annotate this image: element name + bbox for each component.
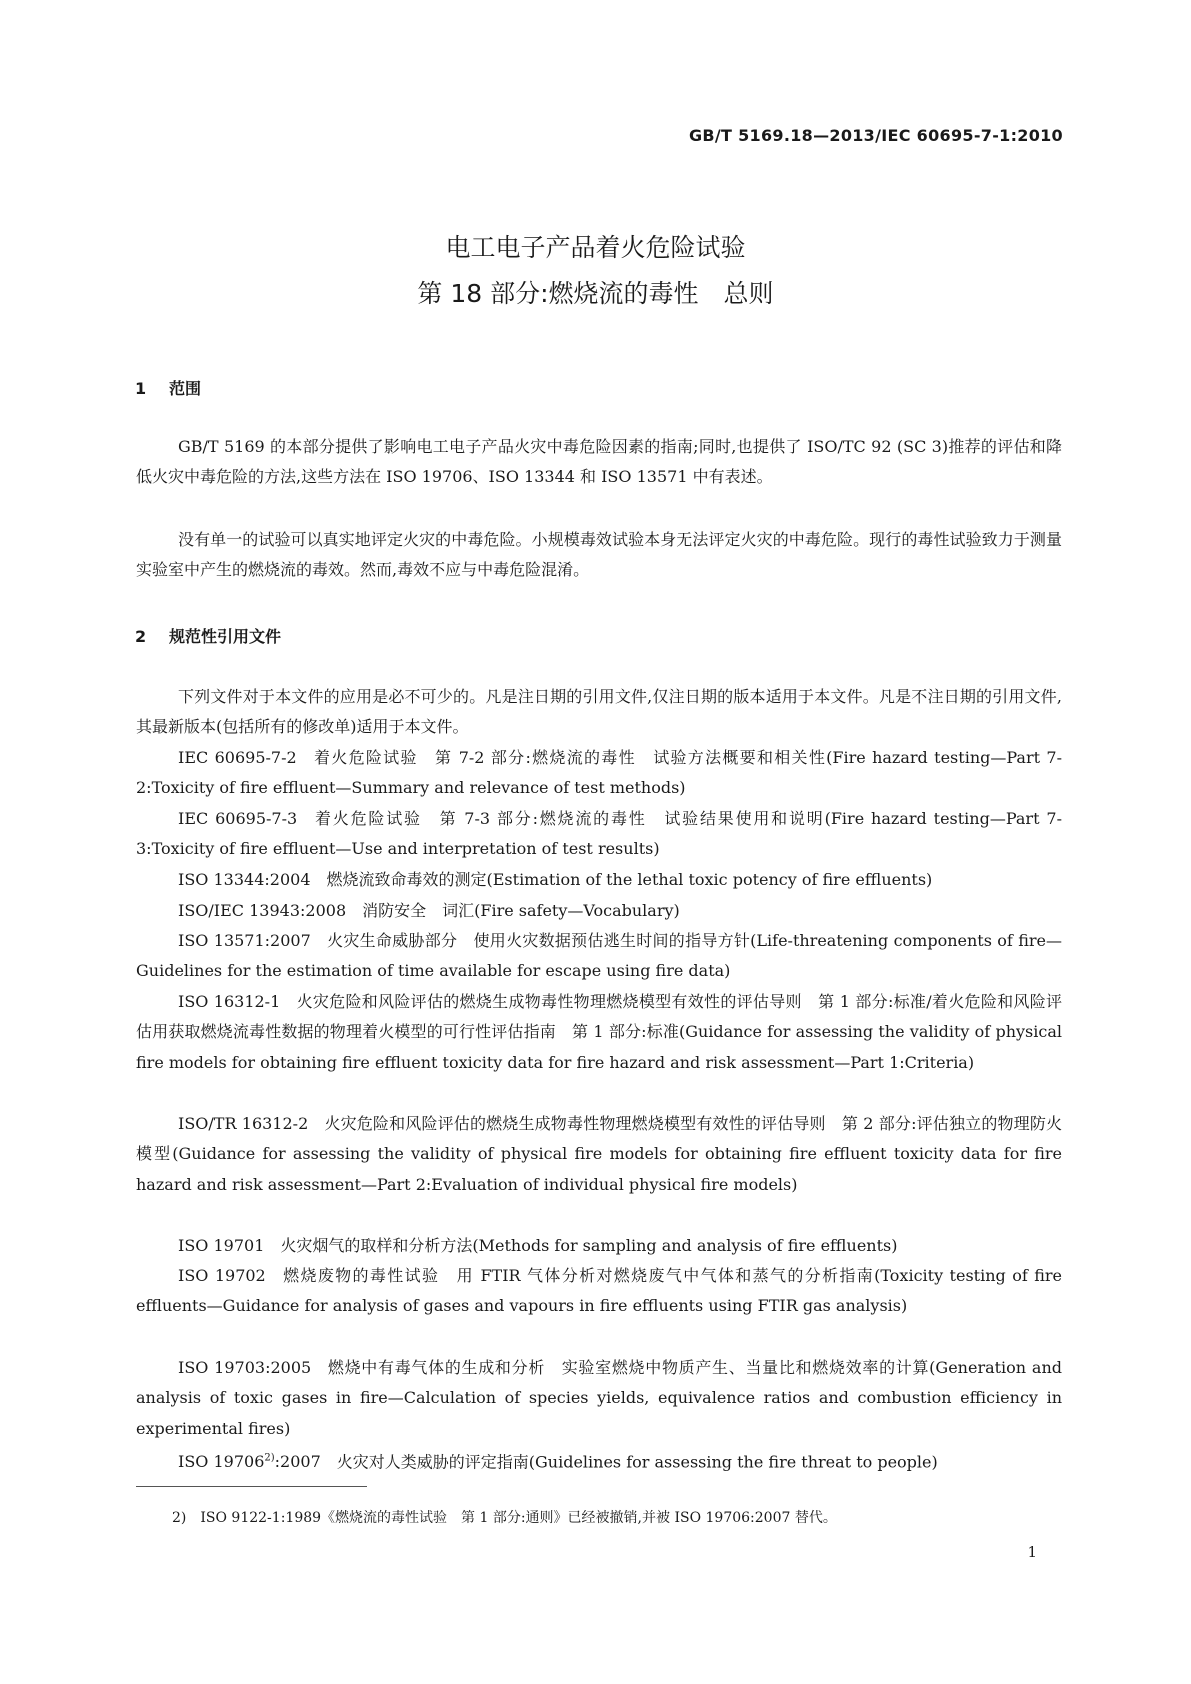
reference-item [136, 804, 1062, 865]
reference-code: ISO 19703:2005 [178, 1358, 312, 1377]
reference-code: IEC 60695-7-3 [178, 809, 298, 828]
reference-item [136, 987, 1062, 1078]
section-title: 规范性引用文件 [169, 627, 282, 646]
footnote-text: ISO 9122-1:1989《燃烧流的毒性试验 第 1 部分:通则》已经被撤销,并被 ISO 19706:2007 替代。 [200, 1510, 837, 1526]
standard-code: GB/T 5169.18—2013/IEC 60695-7-1:2010 [688, 126, 1063, 145]
reference-item [136, 896, 1062, 926]
document-title-line1: 电工电子产品着火危险试验 [445, 233, 746, 262]
reference-item [136, 1261, 1062, 1322]
reference-text: 火灾对人类威胁的评定指南(Guidelines for assessing the fire threat to people) [336, 1452, 938, 1472]
reference-item [136, 1353, 1062, 1444]
document-title-line2: 第 18 部分:燃烧流的毒性 总则 [417, 279, 774, 308]
footnote-marker: 2) [172, 1510, 187, 1526]
reference-item [136, 743, 1062, 804]
reference-text: 燃烧流致命毒效的测定(Estimation of the lethal toxic potency of fire effluents) [326, 870, 933, 889]
page-number: 1 [1027, 1543, 1037, 1561]
reference-text: 着火危险试验 第 7-3 部分:燃烧流的毒性 试验结果使用和说明(Fire hazard testing—Part 7-3:Toxicity of fire effluent—Use and interpretation of test results) [136, 809, 1062, 859]
section-2-heading [135, 624, 281, 647]
paragraph: 没有单一的试验可以真实地评定火灾的中毒危险。小规模毒效试验本身无法评定火灾的中毒危险。现行的毒性试验致力于测量实验室中产生的燃烧流的毒效。然而,毒效不应与中毒危险混淆。 [136, 530, 1062, 580]
reference-code: ISO 13571:2007 [178, 931, 311, 950]
reference-code: ISO/IEC 13943:2008 [178, 901, 347, 920]
reference-item [136, 1231, 1062, 1261]
reference-text: 火灾烟气的取样和分析方法(Methods for sampling and analysis of fire effluents) [280, 1236, 898, 1255]
reference-text: 消防安全 词汇(Fire safety—Vocabulary) [362, 901, 680, 920]
reference-item [136, 926, 1062, 987]
reference-text: 火灾危险和风险评估的燃烧生成物毒性物理燃烧模型有效性的评估导则 第 1 部分:标准/着火危险和风险评估用获取燃烧流毒性数据的物理着火模型的可行性评估指南 第 1 部分:标准(Guidance for assessing the validity of physical fire models for obtaining fire effluent toxicity data for fire hazard and risk assessment—Part 1:Criteria) [136, 992, 1063, 1072]
footnote [172, 1507, 837, 1527]
reference-item [136, 865, 1062, 895]
reference-code: IEC 60695-7-2 [178, 748, 297, 767]
reference-code: ISO 19701 [178, 1236, 265, 1255]
section-title: 范围 [169, 379, 202, 398]
reference-text: 火灾生命威胁部分 使用火灾数据预估逃生时间的指导方针(Life-threatening components of fire—Guidelines for the estimation of time available for escape using fire data) [136, 931, 1062, 981]
reference-code [178, 1452, 321, 1471]
reference-item [136, 1109, 1062, 1200]
section-number: 1 [135, 379, 147, 398]
reference-code: ISO 13344:2004 [178, 870, 311, 889]
reference-text: 着火危险试验 第 7-2 部分:燃烧流的毒性 试验方法概要和相关性(Fire hazard testing—Part 7-2:Toxicity of fire effluent—Summary and relevance of test methods) [136, 748, 1062, 798]
reference-text: 燃烧废物的毒性试验 用 FTIR 气体分析对燃烧废气中气体和蒸气的分析指南(Toxicity testing of fire effluents—Guidance for analysis of gases and vapours in fire effluents using FTIR gas analysis) [136, 1266, 1062, 1316]
reference-code-base: ISO 19706 [178, 1452, 265, 1472]
reference-text: 燃烧中有毒气体的生成和分析 实验室燃烧中物质产生、当量比和燃烧效率的计算(Generation and analysis of toxic gases in fire—Calculation of species yields, equivalence ratios and combustion efficiency in experimental fires) [136, 1358, 1062, 1438]
section-number: 2 [135, 627, 147, 646]
reference-code-year: :2007 [274, 1452, 321, 1472]
footnote-ref: 2) [264, 1453, 275, 1464]
paragraph: GB/T 5169 的本部分提供了影响电工电子产品火灾中毒危险因素的指南;同时,也提供了 ISO/TC 92 (SC 3)推荐的评估和降低火灾中毒危险的方法,这些方法在 ISO 19706、ISO 13344 和 ISO 13571 中有表述。 [136, 437, 1062, 487]
paragraph: 下列文件对于本文件的应用是必不可少的。凡是注日期的引用文件,仅注日期的版本适用于本文件。凡是不注日期的引用文件,其最新版本(包括所有的修改单)适用于本文件。 [136, 687, 1062, 737]
reference-item [136, 1444, 1062, 1478]
section-1-heading [135, 376, 201, 399]
reference-code: ISO 16312-1 [178, 992, 281, 1011]
footnote-divider [136, 1486, 367, 1487]
reference-text: 火灾危险和风险评估的燃烧生成物毒性物理燃烧模型有效性的评估导则 第 2 部分:评估独立的物理防火模型(Guidance for assessing the validity of physical fire models for obtaining fire effluent toxicity data for fire hazard and risk assessment—Part 2:Evaluation of individual physical fire models) [136, 1114, 1062, 1194]
reference-code: ISO 19702 [178, 1266, 266, 1285]
reference-code: ISO/TR 16312-2 [178, 1114, 309, 1133]
